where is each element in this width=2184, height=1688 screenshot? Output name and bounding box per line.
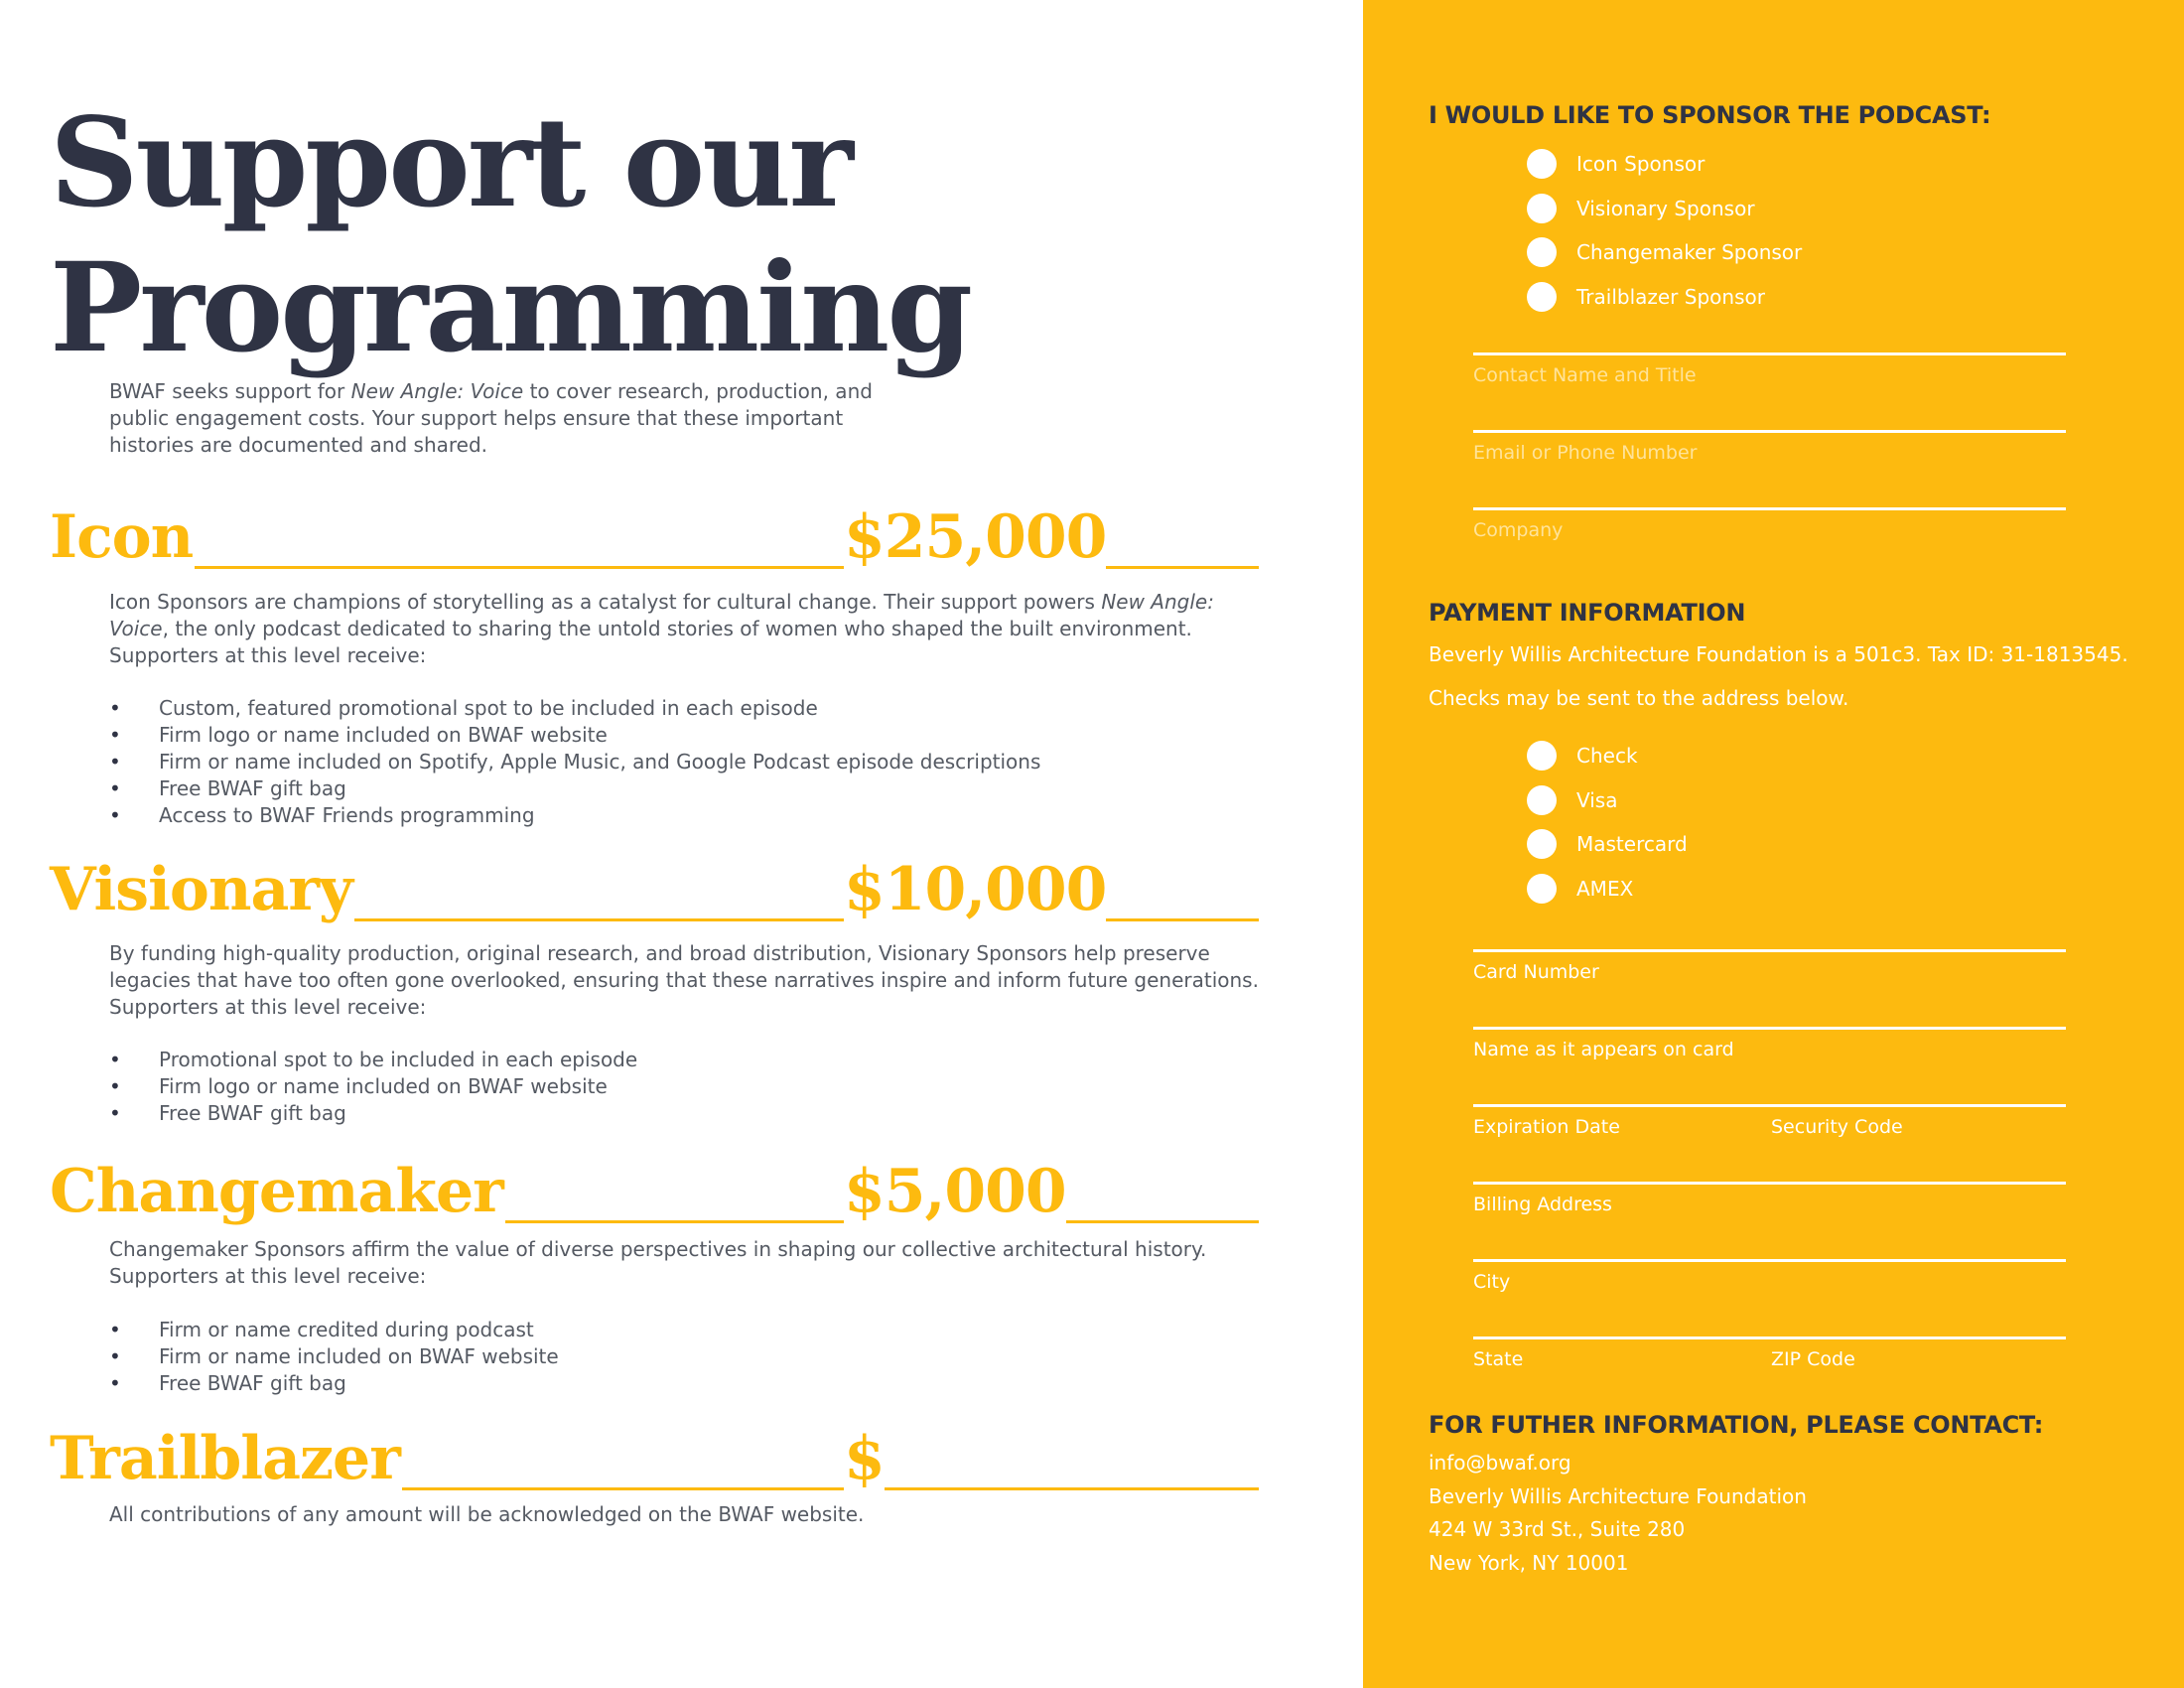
option-label: AMEX	[1576, 876, 1634, 901]
sponsor-option-visionary[interactable]	[1527, 187, 1802, 231]
contact-email[interactable]: info@bwaf.org	[1429, 1451, 1571, 1475]
contact-street: 424 W 33rd St., Suite 280	[1429, 1517, 1686, 1541]
benefit-item: • Firm logo or name included on BWAF website	[109, 1073, 637, 1100]
sponsor-option-icon[interactable]	[1527, 142, 1802, 187]
tier-amount: $5,000	[844, 1157, 1066, 1226]
benefit-item: • Access to BWAF Friends programming	[109, 802, 1040, 829]
tier-desc-podcast-name: New Angle: Voice	[109, 590, 1214, 640]
field-label: Card Number	[1473, 961, 1599, 983]
tier-description: Changemaker Sponsors affirm the value of diverse perspectives in shaping our collective architectural history. Supporters at this level receive:	[109, 1237, 1207, 1288]
payment-option-check[interactable]	[1527, 734, 1688, 778]
benefit-item: • Firm or name included on Spotify, Apple Music, and Google Podcast episode descriptions	[109, 749, 1040, 775]
tier-heading	[50, 839, 1259, 924]
contact-city: New York, NY 10001	[1429, 1550, 1629, 1575]
benefit-item: • Firm logo or name included on BWAF website	[109, 722, 1040, 749]
benefit-item: • Free BWAF gift bag	[109, 1370, 559, 1397]
field-label: City	[1473, 1271, 1511, 1293]
radio-button[interactable]	[1527, 741, 1557, 771]
radio-button[interactable]	[1527, 149, 1557, 179]
intro-podcast-name: New Angle: Voice	[350, 379, 524, 403]
sponsor-option-trailblazer[interactable]	[1527, 275, 1802, 320]
radio-button[interactable]	[1527, 194, 1557, 223]
tier-benefits	[109, 695, 1040, 829]
billing-address-field[interactable]	[1473, 1182, 2066, 1224]
radio-button[interactable]	[1527, 874, 1557, 904]
security-code-label: Security Code	[1771, 1116, 1903, 1138]
state-label: State	[1473, 1348, 1524, 1370]
tier-desc-text-rest: , the only podcast dedicated to sharing the untold stories of women who shaped the built environment. Supporters at this level receive:	[109, 617, 1192, 667]
contact-info	[1429, 1447, 1807, 1580]
payment-option-amex[interactable]	[1527, 867, 1688, 912]
tier-name: Trailblazer	[50, 1424, 400, 1493]
sponsor-option-changemaker[interactable]	[1527, 230, 1802, 275]
tier-amount: $25,000	[844, 502, 1107, 572]
benefit-item: • Free BWAF gift bag	[109, 775, 1040, 802]
zip-label: ZIP Code	[1771, 1348, 1855, 1370]
title-line-1: Support our	[50, 91, 851, 235]
tier-description	[109, 589, 1261, 669]
radio-button[interactable]	[1527, 282, 1557, 312]
city-field[interactable]	[1473, 1259, 2066, 1302]
field-label: Name as it appears on card	[1473, 1039, 1734, 1060]
tier-benefits	[109, 1047, 637, 1127]
sponsorship-form-panel	[1363, 0, 2184, 1688]
expiration-security-field[interactable]	[1473, 1104, 2066, 1147]
tier-amount: $	[844, 1424, 885, 1493]
expiration-label: Expiration Date	[1473, 1116, 1620, 1138]
email-phone-field[interactable]	[1473, 430, 2066, 473]
option-label: Icon Sponsor	[1576, 152, 1706, 177]
card-number-field[interactable]	[1473, 949, 2066, 992]
benefit-item: • Free BWAF gift bag	[109, 1100, 637, 1127]
option-label: Trailblazer Sponsor	[1576, 284, 1765, 309]
field-label: Email or Phone Number	[1473, 442, 1698, 464]
option-label: Check	[1576, 744, 1638, 769]
option-label: Mastercard	[1576, 832, 1688, 857]
payment-heading: PAYMENT INFORMATION	[1429, 599, 1746, 627]
radio-button[interactable]	[1527, 829, 1557, 859]
sponsor-heading: I WOULD LIKE TO SPONSOR THE PODCAST:	[1429, 101, 1991, 129]
contact-name-field[interactable]	[1473, 352, 2066, 395]
field-label: Company	[1473, 519, 1564, 541]
company-field[interactable]	[1473, 507, 2066, 550]
name-on-card-field[interactable]	[1473, 1027, 2066, 1069]
benefit-item: • Firm or name credited during podcast	[109, 1317, 559, 1343]
radio-button[interactable]	[1527, 785, 1557, 815]
state-zip-field[interactable]	[1473, 1336, 2066, 1379]
payment-options	[1527, 734, 1688, 911]
tier-amount: $10,000	[844, 855, 1107, 924]
option-label: Changemaker Sponsor	[1576, 240, 1803, 265]
field-label: Billing Address	[1473, 1194, 1612, 1215]
title-line-2: Programming	[50, 236, 971, 380]
tier-heading	[50, 1141, 1259, 1226]
further-info-heading: FOR FUTHER INFORMATION, PLEASE CONTACT:	[1429, 1411, 2043, 1439]
tier-name: Icon	[50, 502, 194, 572]
benefit-item: • Promotional spot to be included in each episode	[109, 1047, 637, 1073]
tier-description: By funding high-quality production, original research, and broad distribution, Visionary Sponsors help preserve legacies that have too often gone overlooked, ensuring that these narratives inspire and inform future generations. Supporters at this level receive:	[109, 941, 1259, 1019]
radio-button[interactable]	[1527, 237, 1557, 267]
intro-paragraph	[109, 378, 884, 459]
tier-heading	[50, 1408, 1259, 1493]
benefit-item: • Firm or name included on BWAF website	[109, 1343, 559, 1370]
tax-info: Beverly Willis Architecture Foundation is a 501c3. Tax ID: 31-1813545.	[1429, 642, 2128, 666]
tier-desc-text: Icon Sponsors are champions of storytelling as a catalyst for cultural change. Their support powers	[109, 590, 1102, 614]
option-label: Visionary Sponsor	[1576, 196, 1755, 220]
tier-name: Visionary	[50, 855, 352, 924]
page-title	[50, 91, 970, 381]
tier-heading	[50, 487, 1259, 572]
tier-name: Changemaker	[50, 1157, 503, 1226]
field-label: Contact Name and Title	[1473, 364, 1697, 386]
payment-option-visa[interactable]	[1527, 778, 1688, 823]
option-label: Visa	[1576, 787, 1618, 812]
payment-option-mastercard[interactable]	[1527, 822, 1688, 867]
sponsor-options	[1527, 142, 1802, 319]
tier-benefits	[109, 1317, 559, 1397]
tier-description: All contributions of any amount will be acknowledged on the BWAF website.	[109, 1502, 865, 1526]
contact-org-name: Beverly Willis Architecture Foundation	[1429, 1483, 1807, 1508]
intro-text: BWAF seeks support for	[109, 379, 351, 403]
benefit-item: • Custom, featured promotional spot to be included in each episode	[109, 695, 1040, 722]
checks-info: Checks may be sent to the address below.	[1429, 686, 1849, 710]
intro-text-rest: to cover research, production, and public engagement costs. Your support helps ensure that these important histories are documented and shared.	[109, 379, 873, 457]
